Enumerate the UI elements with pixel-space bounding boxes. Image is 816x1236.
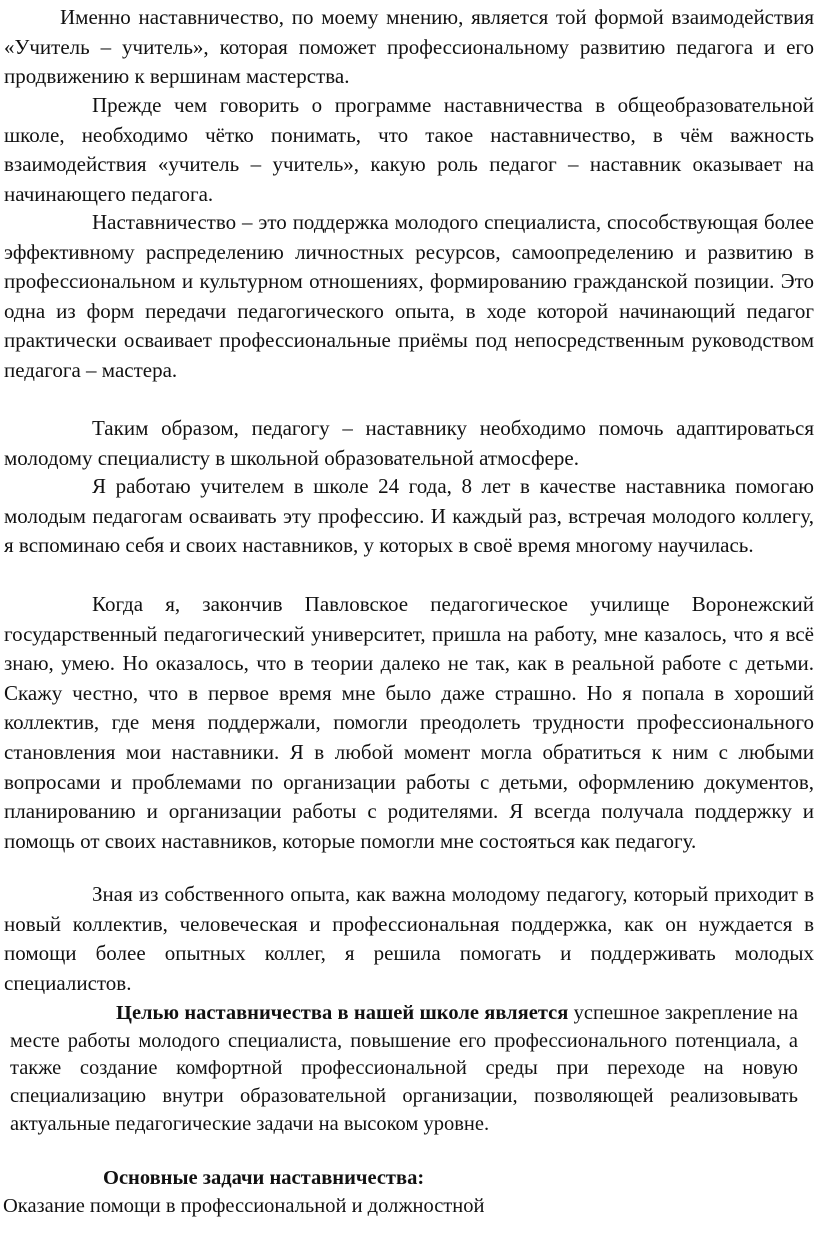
paragraph-decision-to-help: Зная из собственного опыта, как важна молодому педагогу, который приходит в новый коллектив, человеческая и профессиональная поддержка, как он нуждается в помощи более опытных коллег, я решила помогать и поддерживать молодых специалистов. bbox=[4, 882, 814, 995]
tasks-first-item: Оказание помощи в профессиональной и должностной bbox=[3, 1195, 485, 1217]
paragraph-personal-experience: Я работаю учителем в школе 24 года, 8 лет в качестве наставника помогаю молодым педагогам осваивать эту профессию. И каждый раз, встречая молодого коллегу, я вспоминаю себя и своих наставников, у которых в своё время многому научилась. bbox=[4, 474, 814, 558]
paragraph-mentorship-definition: Наставничество – это поддержка молодого специалиста, способствующая более эффективному распределению личностных ресурсов, самоопределению и развитию в профессиональном и культурном отношениях, формированию гражданской позиции. Это одна из форм передачи педагогического опыта, в ходе которой начинающий педагог практически осваивает профессиональные приёмы под непосредственным руководством педагога – мастера. bbox=[4, 210, 814, 382]
paragraph-mentorship-intro: Именно наставничество, по моему мнению, является той формой взаимодействия «Учитель – учитель», которая поможет профессиональному развитию педагога и его продвижению к вершинам мастерства. bbox=[4, 5, 814, 89]
paragraph-career-start: Когда я, закончив Павловское педагогическое училище Воронежский государственный педагогический университет, пришла на работу, мне казалось, что я всё знаю, умею. Но оказалось, что в теории далеко не так, как в реальной работе с детьми. Скажу честно, что в первое время мне было даже страшно. Но я попала в хороший коллектив, где меня поддержали, помогли преодолеть трудности профессионального становления мои наставники. Я в любой момент могла обратиться к ним с любыми вопросами и проблемами по организации работы с детьми, оформлению документов, планированию и организации работы с родителями. Я всегда получала поддержку и помощь от своих наставников, которые помогли мне состояться как педагогу. bbox=[4, 592, 814, 853]
tasks-heading: Основные задачи наставничества: bbox=[103, 1167, 425, 1189]
goal-lead: Целью наставничества в нашей школе является bbox=[116, 1002, 569, 1024]
goal-text: успешное закрепление на месте работы молодого специалиста, повышение его профессионального потенциала, а также создание комфортной профессиональной среды при переходе на новую специализацию внутри образовательной организации, позволяющей реализовывать актуальные педагогические задачи на высоком уровне. bbox=[10, 1002, 798, 1135]
paragraph-mentor-role: Таким образом, педагогу – наставнику необходимо помочь адаптироваться молодому специалисту в школьной образовательной атмосфере. bbox=[4, 416, 814, 470]
paragraph-mentorship-program: Прежде чем говорить о программе наставничества в общеобразовательной школе, необходимо чётко понимать, что такое наставничество, в чём важность взаимодействия «учитель – учитель», какую роль педагог – наставник оказывает на начинающего педагога. bbox=[4, 93, 814, 206]
paragraph-goal bbox=[10, 1000, 798, 1139]
